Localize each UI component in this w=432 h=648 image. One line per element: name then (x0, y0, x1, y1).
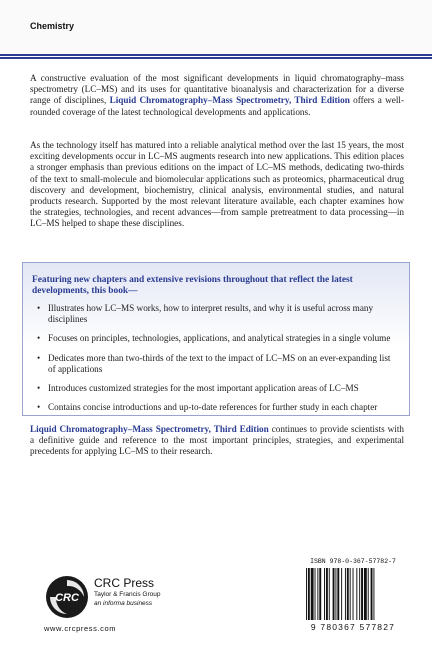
intro-paragraph-2 (30, 140, 404, 230)
publisher-name: CRC Press (94, 576, 155, 590)
bullet-icon: • (37, 333, 41, 344)
features-list (37, 303, 399, 421)
intro-text-start: A constructive evaluation of the most significant developments in liquid chromatography–mass spectrometry (LC–MS) and its uses for quantitative bioanalysis and characterization for a diverse range of disciplines, (30, 73, 404, 106)
publisher-website[interactable]: www.crcpress.com (44, 624, 117, 633)
crc-emblem-icon (44, 574, 90, 620)
list-item (37, 333, 399, 344)
bullet-icon: • (37, 352, 41, 363)
publisher-group: Taylor & Francis Group (94, 591, 161, 598)
features-box (22, 262, 410, 416)
publisher-logo (44, 574, 194, 620)
intro-paragraph-1 (30, 73, 404, 118)
list-item (37, 383, 399, 394)
isbn-barcode (298, 558, 408, 638)
closing-paragraph (30, 424, 404, 458)
closing-text (30, 424, 404, 458)
isbn-label: ISBN 978-0-367-57782-7 (310, 558, 396, 565)
features-heading: Featuring new chapters and extensive revisions throughout that reflect the latest developments, this book— (32, 275, 353, 297)
feature-text: Contains concise introductions and up-to-date references for further study in each chapter (48, 402, 378, 413)
intro-text-end: offers a well-rounded coverage of the latest technological developments and applications. (30, 95, 405, 117)
publisher-tagline: an informa business (94, 600, 153, 607)
feature-text: Focuses on principles, technologies, applications, and analytical strategies in a single volume (48, 333, 391, 344)
header-rule (0, 54, 432, 59)
barcode-icon (304, 568, 402, 622)
book-title-emphasis: Liquid Chromatography–Mass Spectrometry, Third Edition (30, 424, 269, 434)
bullet-icon: • (37, 383, 41, 394)
closing-text-end: continues to provide scientists with a definitive guide and reference to the most important principles, strategies, and experimental precedents for applying LC–MS to their research. (30, 424, 404, 457)
list-item (37, 303, 399, 325)
feature-text: Dedicates more than two-thirds of the text to the impact of LC–MS on an ever-expanding list of applications (48, 352, 391, 374)
list-item (37, 402, 399, 413)
feature-text: Introduces customized strategies for the most important application areas of LC–MS (48, 383, 359, 394)
bullet-icon: • (37, 303, 41, 313)
feature-text: Illustrates how LC–MS works, how to interpret results, and why it is useful across many disciplines (48, 303, 374, 325)
list-item (37, 353, 399, 375)
category-label: Chemistry (30, 21, 75, 31)
bullet-icon: • (37, 402, 41, 413)
book-title-emphasis: Liquid Chromatography–Mass Spectrometry, Third Edition (109, 95, 350, 106)
intro-text (30, 73, 404, 118)
emblem-text: CRC (55, 592, 79, 604)
barcode-digits: 9 780367 577827 (310, 622, 396, 632)
technology-text: As the technology itself has matured into a reliable analytical method over the last 15 years, the most exciting developments occur in LC–MS augments research into new applications. This edition places a stronger emphasis than previous editions on the impact of LC–MS methods, dedicating two-thirds of the text to small-molecule and biomolecular applications such as proteomics, pharmaceutical drug discovery and development, biochemistry, clinical analysis, environmental studies, and natural products research. Supported by the most relevant literature available, each chapter examines how the strategies, technologies, and recent advances—from sample pretreatment to data processing—in LC–MS helped to shape these disciplines. (30, 140, 404, 229)
